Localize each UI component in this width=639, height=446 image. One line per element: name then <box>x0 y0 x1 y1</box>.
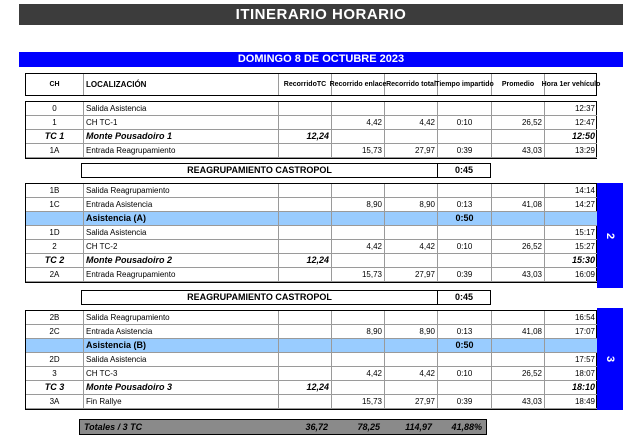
cell-recorrido-enlace <box>332 339 385 353</box>
cell-hora: 14:27 <box>545 198 597 212</box>
cell-tiempo <box>438 381 492 395</box>
cell-localizacion: Monte Pousadoiro 1 <box>84 130 279 144</box>
cell-recorrido-total: 27,97 <box>385 144 438 158</box>
cell-recorrido-total: 4,42 <box>385 240 438 254</box>
cell-tiempo: 0:13 <box>438 325 492 339</box>
cell-ch: 1D <box>26 226 84 240</box>
cell-hora <box>545 339 597 353</box>
cell-hora: 14:14 <box>545 184 597 198</box>
header-localizacion: LOCALIZACIÓN <box>84 74 279 95</box>
table-row <box>26 254 597 268</box>
cell-promedio <box>492 102 545 116</box>
section-3-marker <box>597 308 623 410</box>
cell-tiempo <box>438 130 492 144</box>
cell-hora: 15:27 <box>545 240 597 254</box>
cell-localizacion: Salida Asistencia <box>84 353 279 367</box>
cell-recorrido-tc <box>279 144 332 158</box>
cell-hora: 12:50 <box>545 130 597 144</box>
cell-recorrido-total <box>385 339 438 353</box>
cell-recorrido-enlace: 8,90 <box>332 325 385 339</box>
cell-ch: 2D <box>26 353 84 367</box>
cell-tiempo: 0:50 <box>438 212 492 226</box>
cell-ch: 1 <box>26 116 84 130</box>
regroup-time: 0:45 <box>454 165 473 175</box>
cell-recorrido-enlace <box>332 102 385 116</box>
cell-recorrido-enlace: 8,90 <box>332 198 385 212</box>
table-header <box>25 73 601 96</box>
cell-hora: 12:37 <box>545 102 597 116</box>
cell-tiempo <box>438 102 492 116</box>
header-recorrido-total: Recorrido total <box>385 74 438 95</box>
cell-tiempo <box>438 353 492 367</box>
cell-tiempo: 0:39 <box>438 268 492 282</box>
cell-recorrido-enlace <box>332 226 385 240</box>
regroup-label: REAGRUPAMIENTO CASTROPOL <box>82 164 438 177</box>
cell-hora <box>545 212 597 226</box>
table-row <box>26 367 597 381</box>
cell-recorrido-tc <box>279 339 332 353</box>
cell-promedio <box>492 353 545 367</box>
table-row <box>26 381 597 395</box>
cell-recorrido-tc: 12,24 <box>279 254 332 268</box>
cell-ch: 0 <box>26 102 84 116</box>
cell-recorrido-enlace <box>332 130 385 144</box>
cell-hora: 13:29 <box>545 144 597 158</box>
cell-recorrido-enlace: 4,42 <box>332 116 385 130</box>
cell-recorrido-total: 8,90 <box>385 198 438 212</box>
section-1-table <box>25 101 597 159</box>
cell-ch: 2C <box>26 325 84 339</box>
cell-recorrido-total: 27,97 <box>385 268 438 282</box>
cell-recorrido-total <box>385 102 438 116</box>
cell-tiempo <box>438 226 492 240</box>
cell-promedio: 26,52 <box>492 240 545 254</box>
cell-recorrido-total: 4,42 <box>385 367 438 381</box>
cell-recorrido-tc <box>279 395 332 409</box>
table-row <box>26 130 597 144</box>
table-row <box>26 212 597 226</box>
table-row <box>26 395 597 409</box>
cell-tiempo <box>438 311 492 325</box>
cell-localizacion: CH TC-2 <box>84 240 279 254</box>
cell-recorrido-tc <box>279 353 332 367</box>
cell-promedio <box>492 184 545 198</box>
cell-ch <box>26 339 84 353</box>
cell-promedio <box>492 339 545 353</box>
cell-recorrido-enlace: 4,42 <box>332 367 385 381</box>
cell-recorrido-enlace <box>332 353 385 367</box>
cell-recorrido-total <box>385 254 438 268</box>
cell-localizacion: Entrada Asistencia <box>84 198 279 212</box>
cell-ch: TC 3 <box>26 381 84 395</box>
cell-localizacion: Entrada Reagrupamiento <box>84 268 279 282</box>
cell-recorrido-tc <box>279 102 332 116</box>
cell-recorrido-total <box>385 184 438 198</box>
cell-recorrido-tc <box>279 116 332 130</box>
cell-recorrido-tc <box>279 325 332 339</box>
cell-recorrido-total <box>385 353 438 367</box>
cell-ch: 2 <box>26 240 84 254</box>
cell-recorrido-enlace: 4,42 <box>332 240 385 254</box>
cell-tiempo: 0:10 <box>438 367 492 381</box>
cell-recorrido-enlace: 15,73 <box>332 144 385 158</box>
table-row <box>26 325 597 339</box>
totals-row <box>79 419 487 435</box>
cell-tiempo: 0:10 <box>438 116 492 130</box>
cell-recorrido-enlace <box>332 381 385 395</box>
cell-ch: TC 1 <box>26 130 84 144</box>
cell-hora: 17:57 <box>545 353 597 367</box>
cell-tiempo: 0:39 <box>438 144 492 158</box>
date-banner: DOMINGO 8 DE OCTUBRE 2023 <box>19 52 623 67</box>
table-row <box>26 144 597 158</box>
cell-localizacion: Salida Reagrupamiento <box>84 184 279 198</box>
regroup-label: REAGRUPAMIENTO CASTROPOL <box>82 291 438 304</box>
totals-total: 114,97 <box>405 422 432 432</box>
cell-localizacion: Fin Rallye <box>84 395 279 409</box>
cell-ch: 3A <box>26 395 84 409</box>
cell-localizacion: Salida Asistencia <box>84 226 279 240</box>
cell-ch: 2B <box>26 311 84 325</box>
cell-hora: 18:07 <box>545 367 597 381</box>
cell-promedio: 43,03 <box>492 144 545 158</box>
cell-localizacion: Asistencia (A) <box>84 212 279 226</box>
cell-tiempo: 0:10 <box>438 240 492 254</box>
cell-recorrido-total: 27,97 <box>385 395 438 409</box>
cell-promedio: 41,08 <box>492 325 545 339</box>
cell-localizacion: Monte Pousadoiro 2 <box>84 254 279 268</box>
cell-localizacion: CH TC-3 <box>84 367 279 381</box>
cell-hora: 17:07 <box>545 325 597 339</box>
header-tiempo: Tiempo impartido <box>438 74 492 95</box>
cell-hora: 16:54 <box>545 311 597 325</box>
header-promedio: Promedio <box>492 74 545 95</box>
cell-recorrido-tc: 12,24 <box>279 130 332 144</box>
totals-tc: 36,72 <box>305 422 328 432</box>
cell-recorrido-total: 8,90 <box>385 325 438 339</box>
cell-tiempo <box>438 254 492 268</box>
cell-hora: 16:09 <box>545 268 597 282</box>
cell-promedio <box>492 226 545 240</box>
cell-promedio: 43,03 <box>492 395 545 409</box>
section-2-marker <box>597 183 623 288</box>
cell-recorrido-tc <box>279 226 332 240</box>
cell-recorrido-enlace: 15,73 <box>332 395 385 409</box>
table-row <box>26 184 597 198</box>
header-recorrido-enlace: Recorrido enlace <box>332 74 385 95</box>
cell-hora: 15:17 <box>545 226 597 240</box>
cell-localizacion: CH TC-1 <box>84 116 279 130</box>
cell-recorrido-tc <box>279 212 332 226</box>
cell-ch: 3 <box>26 367 84 381</box>
table-row <box>26 311 597 325</box>
cell-recorrido-tc <box>279 184 332 198</box>
page-title: ITINERARIO HORARIO <box>19 4 623 25</box>
table-row <box>26 353 597 367</box>
cell-promedio: 43,03 <box>492 268 545 282</box>
cell-promedio <box>492 130 545 144</box>
regroup-time: 0:45 <box>454 292 473 302</box>
cell-recorrido-total <box>385 381 438 395</box>
cell-ch: 1B <box>26 184 84 198</box>
cell-recorrido-enlace <box>332 311 385 325</box>
cell-localizacion: Salida Asistencia <box>84 102 279 116</box>
cell-ch: 1C <box>26 198 84 212</box>
table-row <box>26 198 597 212</box>
cell-recorrido-total <box>385 311 438 325</box>
cell-recorrido-tc <box>279 367 332 381</box>
cell-recorrido-enlace <box>332 254 385 268</box>
regroup-2 <box>81 290 491 305</box>
cell-localizacion: Entrada Asistencia <box>84 325 279 339</box>
section-3-label: 3 <box>604 355 616 363</box>
cell-promedio: 41,08 <box>492 198 545 212</box>
cell-recorrido-tc <box>279 268 332 282</box>
cell-recorrido-tc <box>279 240 332 254</box>
table-row <box>26 339 597 353</box>
cell-recorrido-tc <box>279 198 332 212</box>
cell-recorrido-enlace <box>332 184 385 198</box>
cell-recorrido-total <box>385 130 438 144</box>
cell-hora: 12:47 <box>545 116 597 130</box>
cell-hora: 18:49 <box>545 395 597 409</box>
table-row <box>26 226 597 240</box>
cell-localizacion: Salida Reagrupamiento <box>84 311 279 325</box>
section-2-label: 2 <box>604 232 616 239</box>
cell-hora: 15:30 <box>545 254 597 268</box>
cell-localizacion: Entrada Reagrupamiento <box>84 144 279 158</box>
cell-recorrido-enlace <box>332 212 385 226</box>
cell-ch: 2A <box>26 268 84 282</box>
table-row <box>26 102 597 116</box>
cell-recorrido-tc <box>279 311 332 325</box>
cell-promedio: 26,52 <box>492 116 545 130</box>
cell-recorrido-total <box>385 226 438 240</box>
cell-tiempo: 0:39 <box>438 395 492 409</box>
table-row <box>26 116 597 130</box>
cell-tiempo <box>438 184 492 198</box>
regroup-1 <box>81 163 491 178</box>
totals-enlace: 78,25 <box>357 422 380 432</box>
cell-recorrido-enlace: 15,73 <box>332 268 385 282</box>
header-ch: CH <box>26 74 84 95</box>
cell-promedio: 26,52 <box>492 367 545 381</box>
cell-localizacion: Monte Pousadoiro 3 <box>84 381 279 395</box>
totals-pct: 41,88% <box>451 422 482 432</box>
cell-recorrido-tc: 12,24 <box>279 381 332 395</box>
cell-recorrido-total <box>385 212 438 226</box>
cell-hora: 18:10 <box>545 381 597 395</box>
cell-ch <box>26 212 84 226</box>
table-row <box>26 240 597 254</box>
cell-ch: TC 2 <box>26 254 84 268</box>
section-3-table <box>25 310 597 410</box>
totals-label: Totales / 3 TC <box>84 422 143 432</box>
cell-promedio <box>492 381 545 395</box>
header-hora: Hora 1er vehículo <box>541 80 601 88</box>
cell-ch: 1A <box>26 144 84 158</box>
section-2-table <box>25 183 597 283</box>
header-recorrido-tc: RecorridoTC <box>279 74 332 95</box>
cell-localizacion: Asistencia (B) <box>84 339 279 353</box>
cell-tiempo: 0:50 <box>438 339 492 353</box>
cell-promedio <box>492 212 545 226</box>
cell-promedio <box>492 311 545 325</box>
cell-promedio <box>492 254 545 268</box>
cell-recorrido-total: 4,42 <box>385 116 438 130</box>
cell-tiempo: 0:13 <box>438 198 492 212</box>
table-row <box>26 268 597 282</box>
